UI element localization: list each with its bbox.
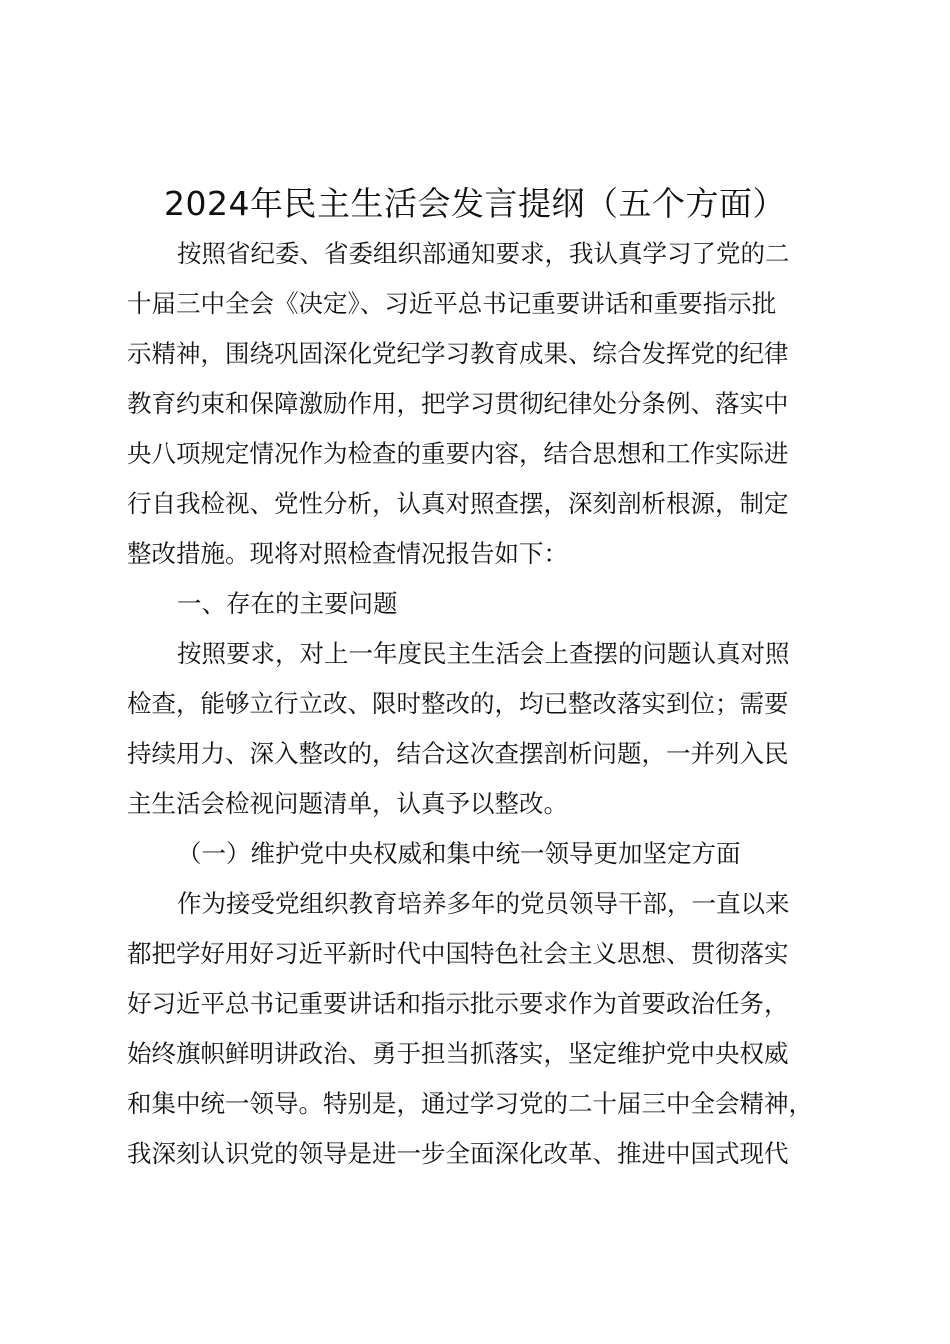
text-line: 十届三中全会《决定》、习近平总书记重要讲话和重要指示批 [127, 289, 777, 318]
text-line: 主生活会检视问题清单，认真予以整改。 [127, 789, 568, 818]
text-line: 央八项规定情况作为检查的重要内容，结合思想和工作实际进 [127, 439, 789, 468]
text-line: 我深刻认识党的领导是进一步全面深化改革、推进中国式现代 [127, 1139, 789, 1168]
text-line: 整改措施。现将对照检查情况报告如下： [127, 539, 568, 568]
document-title: 2024年民主生活会发言提纲（五个方面） [164, 184, 786, 223]
text-line: 始终旗帜鲜明讲政治、勇于担当抓落实，坚定维护党中央权威 [127, 1039, 789, 1068]
text-line: 都把学好用好习近平新时代中国特色社会主义思想、贯彻落实 [127, 939, 789, 968]
text-line: 作为接受党组织教育培养多年的党员领导干部，一直以来 [177, 889, 790, 918]
text-line: 按照省纪委、省委组织部通知要求，我认真学习了党的二 [177, 239, 790, 268]
text-line: 行自我检视、党性分析，认真对照查摆，深刻剖析根源，制定 [127, 489, 789, 518]
text-line: 示精神，围绕巩固深化党纪学习教育成果、综合发挥党的纪律 [127, 339, 789, 368]
text-line: 持续用力、深入整改的，结合这次查摆剖析问题，一并列入民 [127, 739, 789, 768]
text-line: 和集中统一领导。特别是，通过学习党的二十届三中全会精神， [127, 1089, 813, 1118]
text-line: 按照要求，对上一年度民主生活会上查摆的问题认真对照 [177, 639, 790, 668]
text-line: 检查，能够立行立改、限时整改的，均已整改落实到位；需要 [127, 689, 789, 718]
section-heading: 一、存在的主要问题 [177, 589, 398, 618]
subsection-heading: （一）维护党中央权威和集中统一领导更加坚定方面 [177, 839, 741, 868]
text-line: 教育约束和保障激励作用，把学习贯彻纪律处分条例、落实中 [127, 389, 789, 418]
text-line: 好习近平总书记重要讲话和指示批示要求作为首要政治任务， [127, 989, 789, 1018]
document-body [127, 229, 831, 1179]
